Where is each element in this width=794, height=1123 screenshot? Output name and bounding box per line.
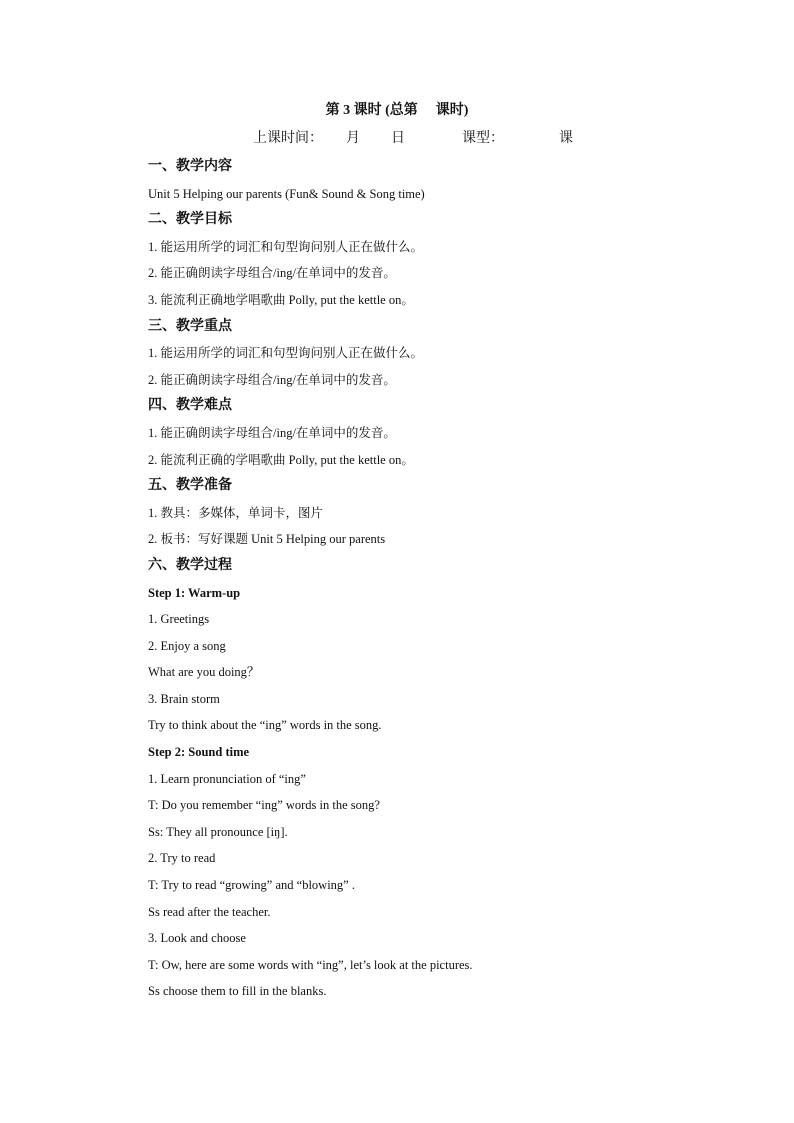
lesson-title-part-b: 课时)	[435, 103, 469, 118]
body-line: Try to think about the “ing” words in the song.	[148, 718, 382, 733]
section-heading: 六、教学过程	[148, 557, 232, 573]
section-heading: 一、教学内容	[148, 159, 232, 174]
section-heading: 二、教学目标	[148, 212, 232, 228]
body-line: T: Do you remember “ing” words in the song?	[148, 798, 380, 813]
section-heading: 五、教学准备	[148, 478, 232, 494]
body-line: 2. 能正确朗读字母组合/ing/在单词中的发音。	[148, 266, 396, 281]
body-line: Unit 5 Helping our parents (Fun& Sound & Song time)	[148, 186, 425, 201]
lesson-type-label: 课型：	[462, 131, 504, 146]
lesson-title-part-a: 第 3 课时 (总第	[325, 103, 418, 118]
body-line: 3. Look and choose	[148, 931, 246, 946]
body-line: 1. 能正确朗读字母组合/ing/在单词中的发音。	[148, 425, 396, 440]
lesson-body	[148, 154, 748, 1005]
body-line: 2. 能流利正确的学唱歌曲 Polly, put the kettle on。	[148, 452, 414, 467]
body-line: 1. 教具：多媒体，单词卡，图片	[148, 505, 324, 520]
month-label: 月	[346, 131, 360, 146]
body-line: 2. Enjoy a song	[148, 638, 226, 653]
body-line: 1. Learn pronunciation of “ing”	[148, 771, 306, 786]
body-line: 1. 能运用所学的词汇和句型询问别人正在做什么。	[148, 239, 424, 254]
body-line: 3. Brain storm	[148, 691, 220, 706]
body-line: 2. 板书：写好课题 Unit 5 Helping our parents	[148, 532, 386, 547]
section-heading: 三、教学重点	[148, 318, 232, 334]
body-line: 2. Try to read	[148, 851, 216, 866]
body-line: 1. Greetings	[148, 612, 210, 627]
body-line: What are you doing？	[148, 665, 260, 680]
day-label: 日	[391, 131, 405, 146]
lesson-type-suffix: 课	[559, 131, 573, 146]
section-heading: 四、教学难点	[148, 398, 232, 414]
body-line: 1. 能运用所学的词汇和句型询问别人正在做什么。	[148, 346, 424, 361]
body-line: Ss read after the teacher.	[148, 904, 271, 919]
step-heading: Step 1: Warm-up	[148, 585, 241, 600]
body-line: Ss: They all pronounce [iŋ].	[148, 824, 288, 839]
body-line: T: Ow, here are some words with “ing”, let’s look at the pictures.	[148, 957, 473, 972]
body-line: 3. 能流利正确地学唱歌曲 Polly, put the kettle on。	[148, 292, 414, 307]
step-heading: Step 2: Sound time	[148, 745, 250, 760]
body-line: T: Try to read “growing” and “blowing” .	[148, 878, 355, 893]
body-line: Ss choose them to fill in the blanks.	[148, 984, 327, 999]
body-line: 2. 能正确朗读字母组合/ing/在单词中的发音。	[148, 372, 396, 387]
lesson-meta	[253, 128, 573, 150]
lesson-title	[0, 101, 794, 121]
class-time-label: 上课时间：	[253, 131, 323, 146]
